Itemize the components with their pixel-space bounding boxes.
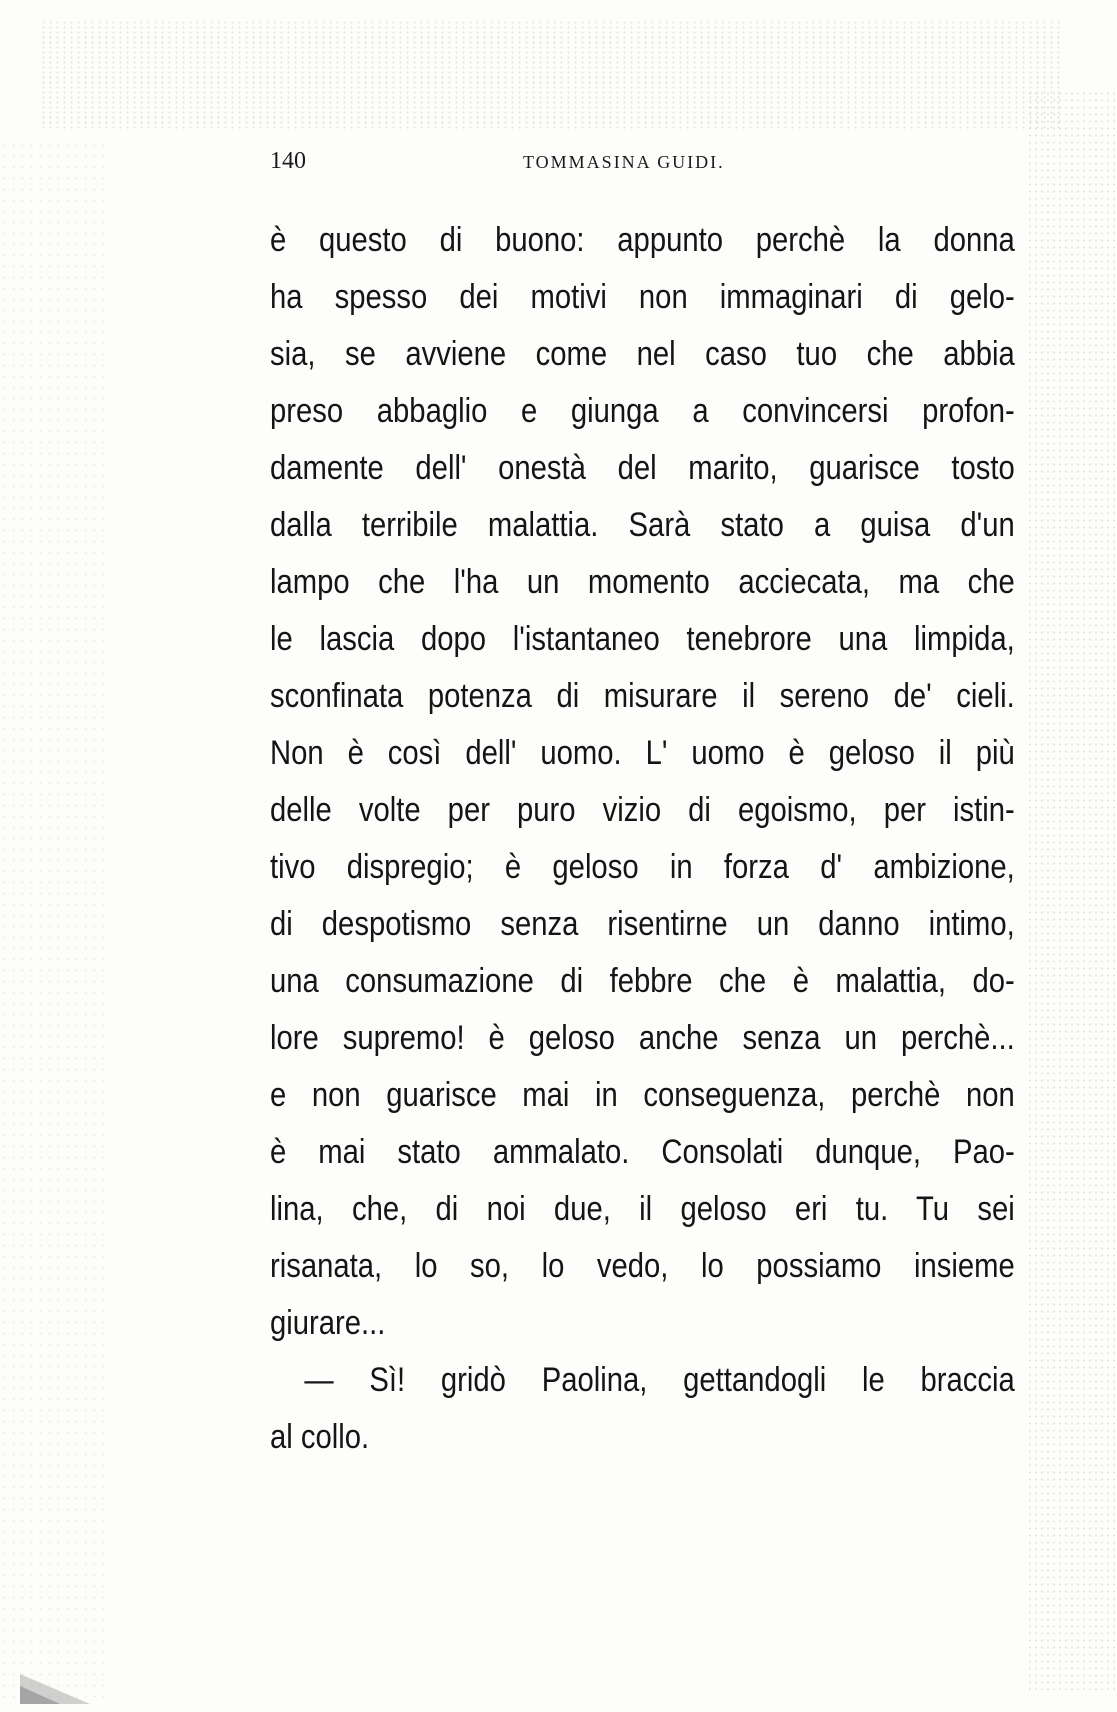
text-line: è mai stato ammalato. Consolati dunque, Pao- bbox=[270, 1133, 1015, 1171]
text-line: delle volte per puro vizio di egoismo, per istin- bbox=[270, 791, 1015, 829]
text-line: al collo. bbox=[270, 1418, 370, 1456]
running-title: TOMMASINA GUIDI. bbox=[523, 152, 725, 172]
body-text bbox=[270, 212, 1015, 1466]
text-line: le lascia dopo l'istantaneo tenebrore una limpida, bbox=[270, 620, 1015, 658]
text-line: dalla terribile malattia. Sarà stato a guisa d'un bbox=[270, 506, 1015, 544]
text-line: giurare... bbox=[270, 1304, 386, 1342]
text-line: preso abbaglio e giunga a convincersi profon- bbox=[270, 392, 1015, 430]
text-line: una consumazione di febbre che è malattia, do- bbox=[270, 962, 1015, 1000]
scan-noise-left bbox=[0, 140, 110, 1700]
page-corner-shadow bbox=[20, 1664, 110, 1704]
text-line: sconfinata potenza di misurare il sereno de' cieli. bbox=[270, 677, 1015, 715]
text-line: risanata, lo so, lo vedo, lo possiamo insieme bbox=[270, 1247, 1015, 1285]
text-line: damente dell' onestà del marito, guarisce tosto bbox=[270, 449, 1015, 487]
text-line: lina, che, di noi due, il geloso eri tu. Tu sei bbox=[270, 1190, 1015, 1228]
text-line: sia, se avviene come nel caso tuo che abbia bbox=[270, 335, 1015, 373]
text-line: Non è così dell' uomo. L' uomo è geloso il più bbox=[270, 734, 1015, 772]
text-line: di despotismo senza risentirne un danno intimo, bbox=[270, 905, 1015, 943]
text-line: e non guarisce mai in conseguenza, perchè non bbox=[270, 1076, 1015, 1114]
text-line: lore supremo! è geloso anche senza un perchè... bbox=[270, 1019, 1015, 1057]
text-line: ha spesso dei motivi non immaginari di gelo- bbox=[270, 278, 1015, 316]
scan-noise-top bbox=[40, 20, 1060, 130]
page-number: 140 bbox=[270, 148, 306, 174]
page-header bbox=[270, 148, 990, 178]
text-line: tivo dispregio; è geloso in forza d' ambizione, bbox=[270, 848, 1015, 886]
text-line: è questo di buono: appunto perchè la donna bbox=[270, 221, 1015, 259]
text-line: — Sì! gridò Paolina, gettandogli le braccia bbox=[304, 1361, 1015, 1399]
text-line: lampo che l'ha un momento acciecata, ma che bbox=[270, 563, 1015, 601]
scan-noise-right bbox=[1027, 90, 1117, 1690]
